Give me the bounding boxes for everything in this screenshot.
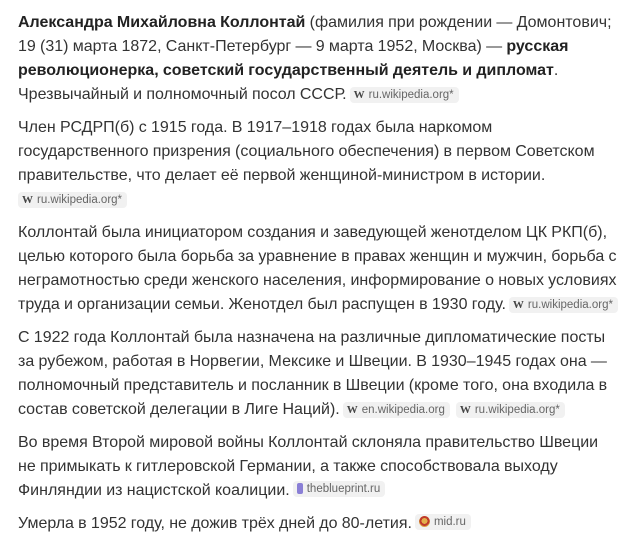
paragraph-death <box>18 512 619 536</box>
paragraph-rsdrp <box>18 116 619 212</box>
paragraph-zhenotdel <box>18 221 619 317</box>
source-label: en.wikipedia.org <box>361 404 445 416</box>
paragraph-text: Умерла в 1952 году, не дожив трёх дней до 80-летия. <box>18 515 412 532</box>
paragraph-intro <box>18 11 619 107</box>
paragraph-text: Во время Второй мировой войны Коллонтай склоняла правительство Швеции не примыкать к гитлеровской Германии, а также способствовала выходу Финляндии из нацистской коалиции. <box>18 434 599 499</box>
intro-text-end: . Чрезвычайный и полномочный посол СССР. <box>18 62 559 103</box>
paragraph-text: Коллонтай была инициатором создания и заведующей женотделом ЦК РКП(б), целью которого была борьба за уравнение в правах женщин и мужчин, борьба с неграмотностью среди женского населения, информирование о новых условиях труда и организации семьи. Женотдел был распущен в 1930 году. <box>18 224 617 313</box>
intro-bold-description: русская революционерка, советский государственный деятель и дипломат <box>18 38 569 79</box>
mid-emblem-icon <box>419 516 430 527</box>
intro-text: (фамилия при рождении — Домонтович; 19 (31) марта 1872, Санкт-Петербург — 9 марта 1952, Москва) — <box>18 14 612 55</box>
wikipedia-icon: W <box>459 404 471 416</box>
source-label: ru.wikipedia.org* <box>37 194 123 206</box>
paragraph-text: С 1922 года Коллонтай была назначена на различные дипломатические посты за рубежом, работая в Норвегии, Мексике и Швеции. В 1930–1945 годах она — полномочный представитель и посланник в Швеции (кроме того, она входила в состав советской делегации в Лиге Наций). <box>18 329 608 418</box>
blueprint-icon <box>297 483 303 494</box>
paragraph-diplomacy <box>18 326 619 422</box>
source-link[interactable] <box>293 481 386 497</box>
source-link[interactable] <box>350 87 459 103</box>
wikipedia-icon: W <box>22 194 33 206</box>
paragraph-text: Член РСДРП(б) с 1915 года. В 1917–1918 годах была наркомом государственного призрения (социального обеспечения) в первом Советском правительстве, что делает её первой женщиной-министром в истории. <box>18 119 595 184</box>
source-link[interactable] <box>18 192 127 208</box>
wikipedia-icon: W <box>346 404 358 416</box>
source-link[interactable] <box>456 402 565 418</box>
source-link[interactable] <box>343 402 450 418</box>
person-name: Александра Михайловна Коллонтай <box>18 14 306 31</box>
source-link[interactable] <box>509 297 618 313</box>
source-label: mid.ru <box>433 515 466 528</box>
source-label: theblueprint.ru <box>306 482 381 495</box>
wikipedia-icon: W <box>512 299 524 311</box>
source-link[interactable] <box>415 514 471 530</box>
source-label: ru.wikipedia.org* <box>527 299 613 311</box>
source-label: ru.wikipedia.org* <box>368 89 454 101</box>
paragraph-ww2 <box>18 431 619 503</box>
source-label: ru.wikipedia.org* <box>474 404 560 416</box>
wikipedia-icon: W <box>353 89 365 101</box>
